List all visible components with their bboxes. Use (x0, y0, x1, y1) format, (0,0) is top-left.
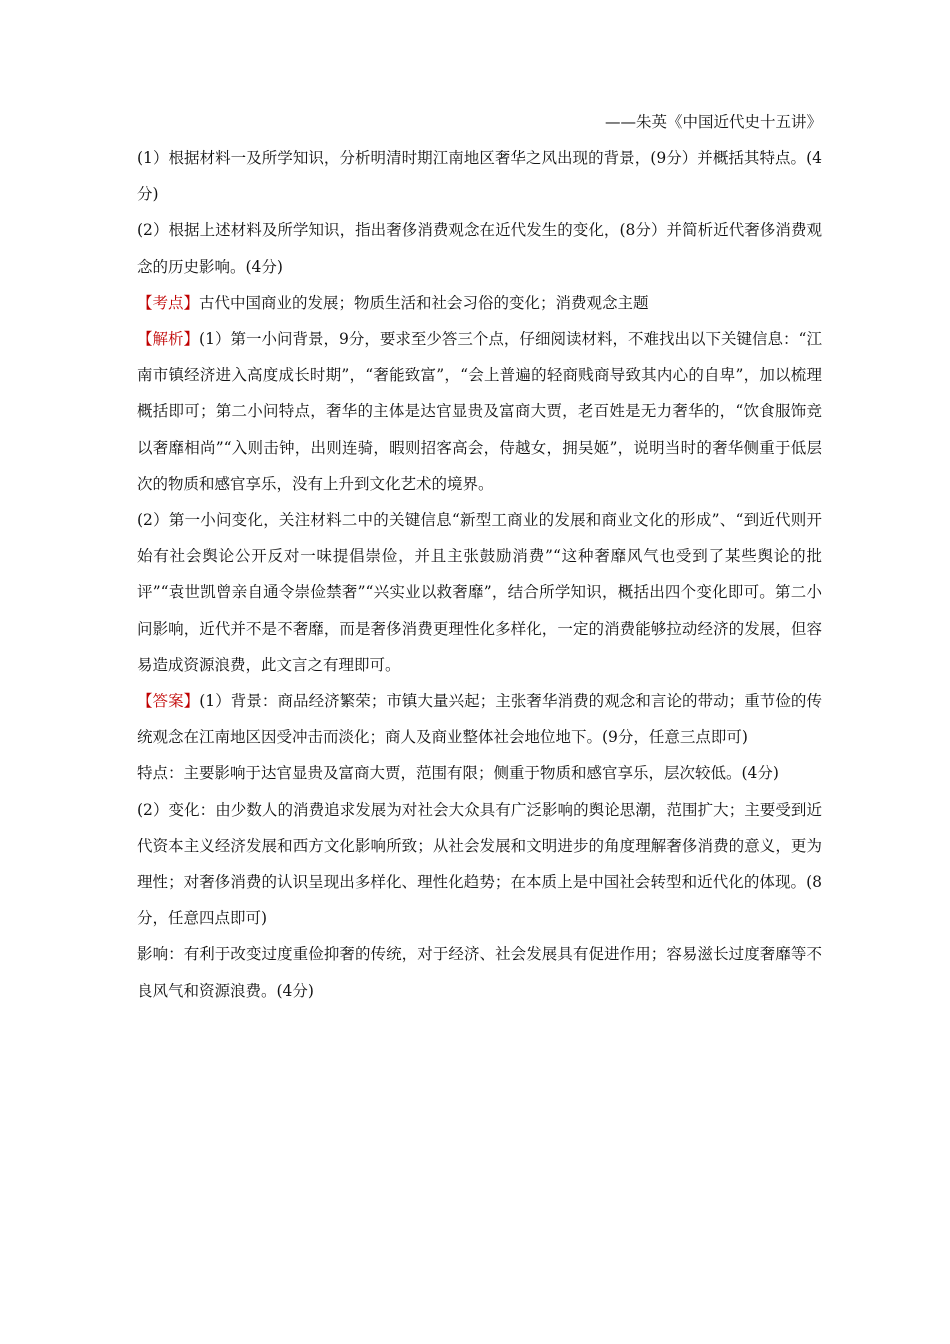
question-1: (1）根据材料一及所学知识，分析明清时期江南地区奢华之风出现的背景，(9分）并概括其特点。(4分) (137, 149, 822, 204)
daan-section (137, 683, 822, 755)
kaodian-text: 古代中国商业的发展；物质生活和社会习俗的变化；消费观念主题 (199, 293, 649, 312)
daan-changes: (2）变化：由少数人的消费追求发展为对社会大众具有广泛影响的舆论思潮，范围扩大；主要受到近代资本主义经济发展和西方文化影响所致；从社会发展和文明进步的角度理解奢侈消费的意义，更为理性；对奢侈消费的认识呈现出多样化、理性化趋势；在本质上是中国社会转型和近代化的体现。(8分，任意四点即可) (137, 800, 822, 928)
daan-tag: 【答案】 (137, 692, 200, 711)
jiexi-section (137, 321, 822, 502)
document-page (137, 104, 822, 1009)
question-2: (2）根据上述材料及所学知识，指出奢侈消费观念在近代发生的变化，(8分）并简析近代奢侈消费观念的历史影响。(4分) (137, 221, 822, 276)
daan-impact: 影响：有利于改变过度重俭抑奢的传统，对于经济、社会发展具有促进作用；容易滋长过度奢靡等不良风气和资源浪费。(4分) (137, 945, 822, 1000)
kaodian-section (137, 285, 822, 321)
jiexi-part-2: (2）第一小问变化，关注材料二中的关键信息“新型工商业的发展和商业文化的形成”、“到近代则开始有社会舆论公开反对一味提倡崇俭，并且主张鼓励消费”“这种奢靡风气也受到了某些舆论的批评”“袁世凯曾亲自通令崇俭禁奢”“兴实业以救奢靡”，结合所学知识，概括出四个变化即可。第二小问影响，近代并不是不奢靡，而是奢侈消费更理性化多样化，一定的消费能够拉动经济的发展，但容易造成资源浪费，此文言之有理即可。 (137, 511, 822, 674)
jiexi-tag: 【解析】 (137, 330, 200, 349)
source-citation: ——朱英《中国近代史十五讲》 (604, 113, 822, 131)
jiexi-part-1: (1）第一小问背景，9分，要求至少答三个点，仔细阅读材料，不难找出以下关键信息：“江南市镇经济进入高度成长时期”，“奢能致富”，“会上普遍的轻商贱商导致其内心的自卑”，加以梳理概括即可；第二小问特点，奢华的主体是达官显贵及富商大贾，老百姓是无力奢华的，“饮食服饰竞以奢靡相尚”“入则击钟，出则连骑，暇则招客高会，侍越女，拥吴姬”，说明当时的奢华侧重于低层次的物质和感官享乐，没有上升到文化艺术的境界。 (137, 330, 822, 493)
daan-features: 特点：主要影响于达官显贵及富商大贾，范围有限；侧重于物质和感官享乐，层次较低。(4分) (137, 764, 779, 783)
kaodian-tag: 【考点】 (137, 293, 200, 312)
daan-background: (1）背景：商品经济繁荣；市镇大量兴起；主张奢华消费的观念和言论的带动；重节俭的传统观念在江南地区因受冲击而淡化；商人及商业整体社会地位地下。(9分，任意三点即可) (137, 692, 822, 747)
